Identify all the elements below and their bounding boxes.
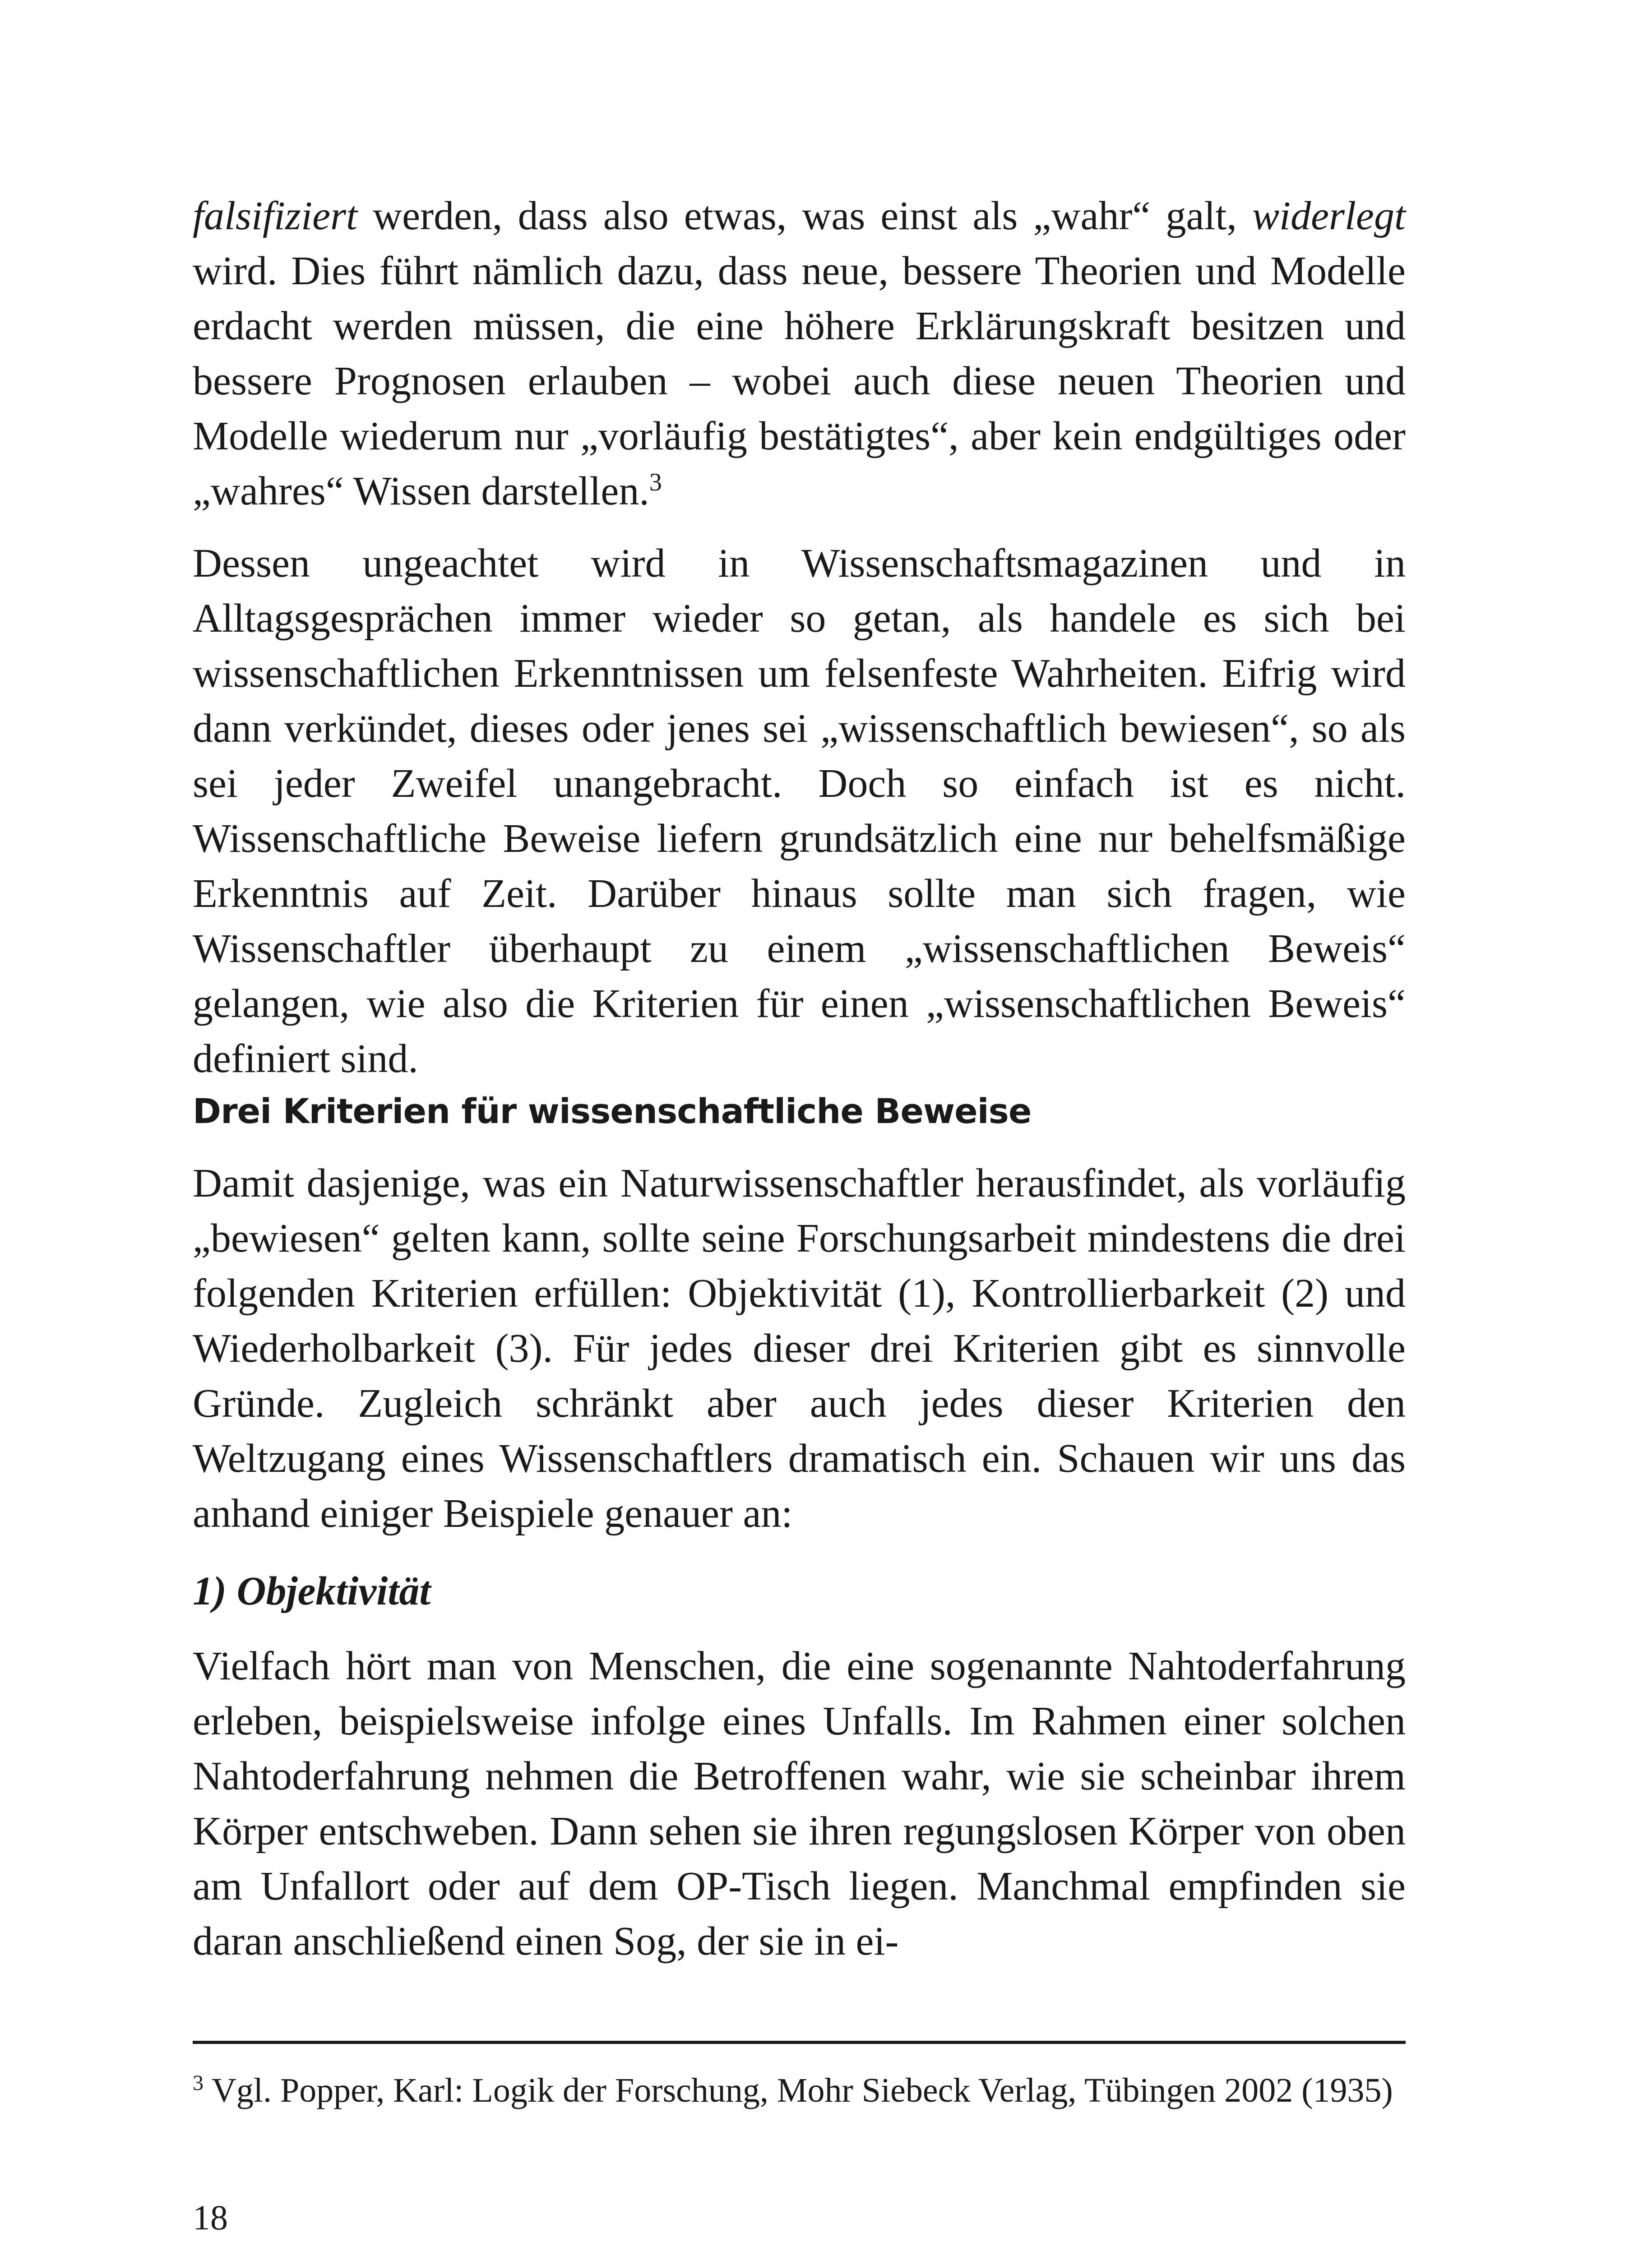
footnote-number: 3 bbox=[193, 2071, 204, 2095]
page-number: 18 bbox=[193, 2198, 228, 2237]
paragraph-scientific-proof: Dessen ungeachtet wird in Wissenschaftsmagazinen und in Alltagsgesprächen immer wieder so getan, als handele es sich bei wissenschaftlichen Erkenntnissen um felsenfeste Wahrheiten. Eifrig wird dann verkündet, dieses oder jenes sei „wissenschaftlich bewiesen“, so als sei jeder Zweifel unangebracht. Doch so einfach ist es nicht. Wissenschaftliche Beweise liefern grundsätzlich eine nur behelfsmäßige Erkenntnis auf Zeit. Darüber hinaus sollte man sich fragen, wie Wissenschaftler überhaupt zu einem „wissenschaftlichen Beweis“ gelangen, wie also die Kriterien für einen „wissenschaftlichen Beweis“ definiert sind. bbox=[193, 541, 1406, 1081]
paragraph-near-death: Vielfach hört man von Menschen, die eine sogenannte Nahtoderfahrung erleben, beispielsweise infolge eines Unfalls. Im Rahmen einer solchen Nahtoderfahrung nehmen die Betroffenen wahr, wie sie scheinbar ihrem Körper entschweben. Dann sehen sie ihren regungslosen Körper von oben am Unfallort oder auf dem OP-Tisch liegen. Manchmal empfinden sie daran anschließend einen Sog, der sie in ei- bbox=[193, 1644, 1406, 1964]
paragraph-criteria: Damit dasjenige, was ein Naturwissenschaftler herausfindet, als vorläufig „bewiesen“ gelten kann, sollte seine Forschungsarbeit mindestens die drei folgenden Kriterien erfüllen: Objektivität (1), Kontrollierbarkeit (2) und Wiederholbarkeit (3). Für jedes dieser drei Kriterien gibt es sinnvolle Gründe. Zugleich schränkt aber auch jedes dieser Kriterien den Weltzugang eines Wissenschaftlers dramatisch ein. Schauen wir uns das anhand einiger Beispiele genauer an: bbox=[193, 1161, 1406, 1536]
section-heading: Drei Kriterien für wissenschaftliche Beweise bbox=[193, 1091, 1032, 1131]
footnote bbox=[193, 2066, 1406, 2114]
paragraph-text: werden, dass also etwas, was einst als „wahr“ galt, bbox=[357, 194, 1253, 238]
footnote-text: Vgl. Popper, Karl: Logik der Forschung, Mohr Siebeck Verlag, Tübingen 2002 (1935) bbox=[212, 2071, 1393, 2109]
paragraph-text: wird. Dies führt nämlich dazu, dass neue, bessere Theorien und Modelle erdacht werden müssen, die eine höhere Erklärungskraft besitzen und bessere Prognosen erlauben – wobei auch diese neuen Theorien und Modelle wiederum nur „vorläufig bestätigtes“, aber kein endgültiges oder „wahres“ Wissen darstellen. bbox=[193, 249, 1406, 513]
paragraph-falsification bbox=[193, 189, 1406, 519]
italic-term-widerlegt: widerlegt bbox=[1252, 194, 1406, 238]
italic-term-falsifiziert: falsifiziert bbox=[193, 194, 358, 238]
page-body bbox=[193, 189, 1406, 1969]
footnote-reference: 3 bbox=[649, 468, 662, 496]
footnote-divider bbox=[193, 2041, 1406, 2044]
subsection-heading: 1) Objektivität bbox=[193, 1569, 431, 1613]
